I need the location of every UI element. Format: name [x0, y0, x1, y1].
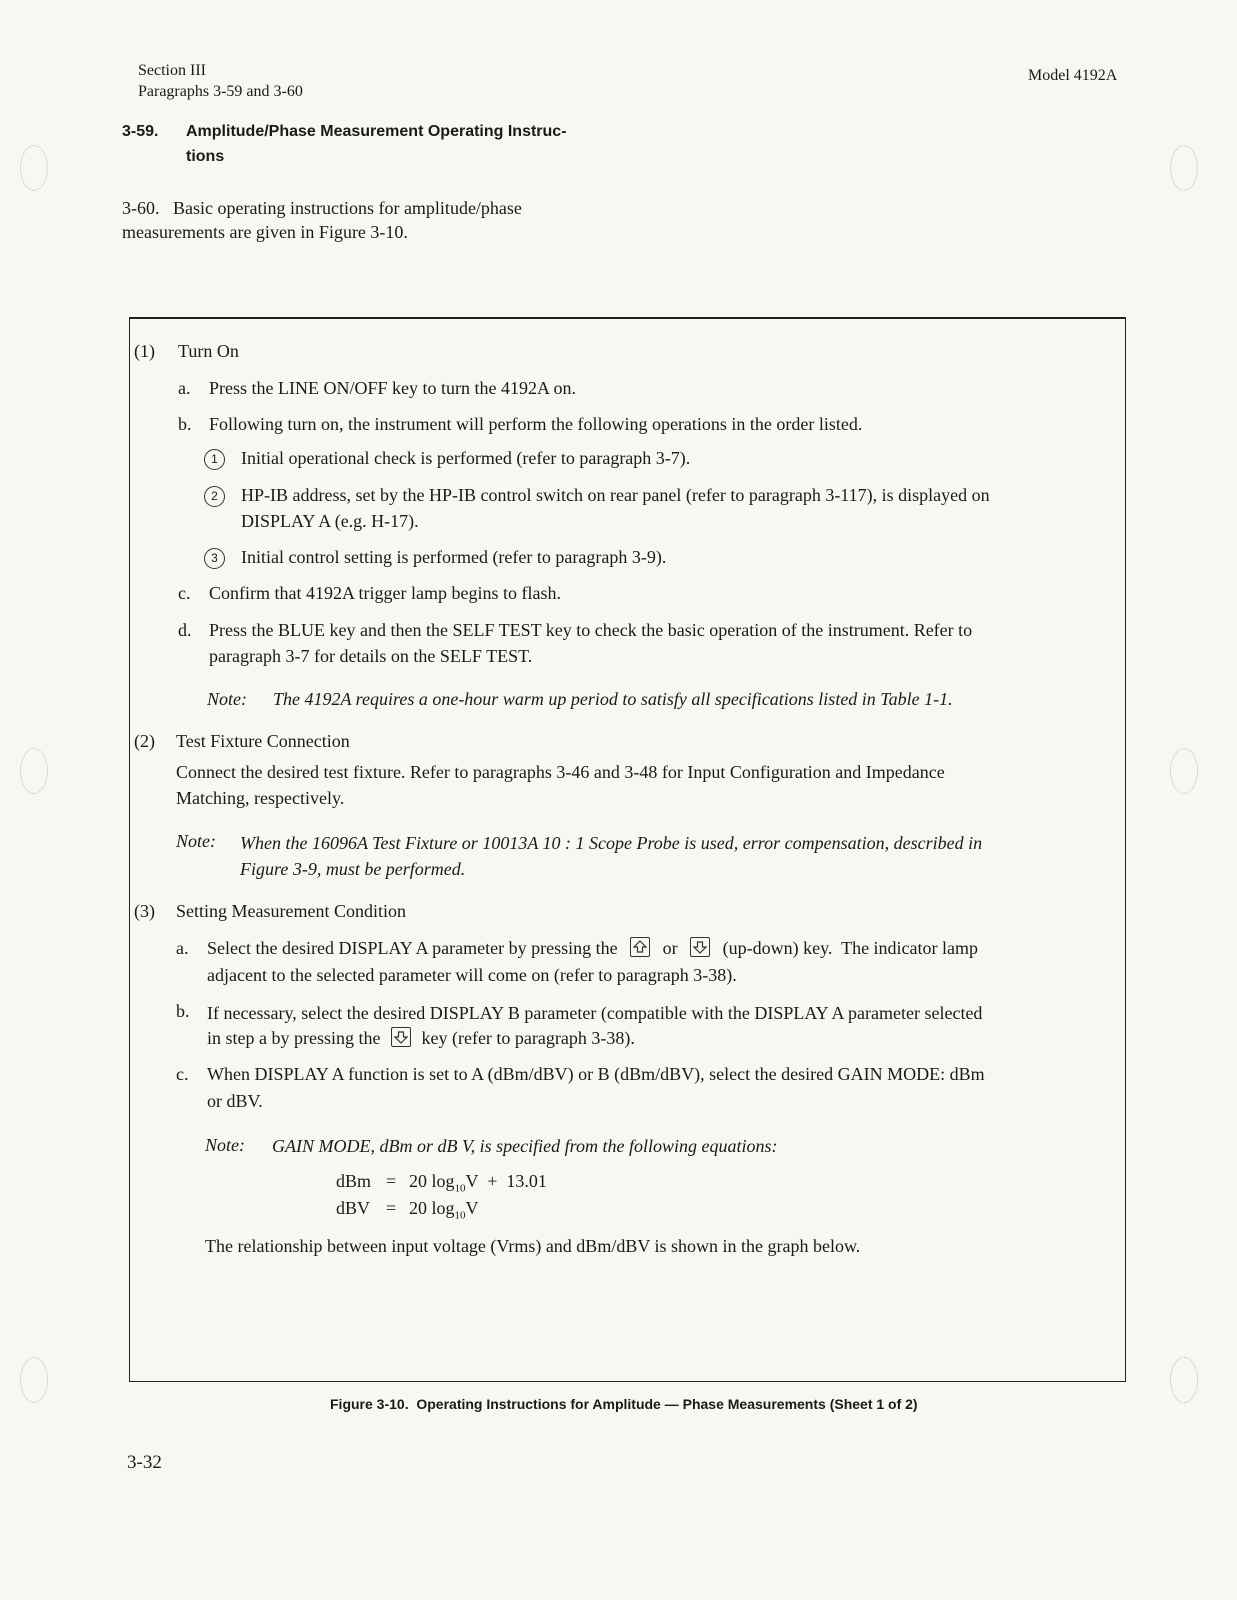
equation-dbv-rhs	[409, 1195, 479, 1229]
intro-line1: 3-60. Basic operating instructions for amplitude/phase	[122, 198, 522, 218]
step3-b-line2	[207, 1025, 635, 1051]
header-paragraphs: Paragraphs 3-59 and 3-60	[138, 83, 303, 100]
figure-caption: Figure 3-10. Operating Instructions for Amplitude — Phase Measurements (Sheet 1 of 2)	[330, 1396, 918, 1412]
step1-note-label: Note:	[207, 689, 247, 709]
step3-note-label: Note:	[205, 1135, 245, 1155]
step2-note-line1: When the 16096A Test Fixture or 10013A 10 : 1 Scope Probe is used, error compensation, described in	[240, 833, 983, 853]
header-model: Model 4192A	[1028, 67, 1118, 84]
step1-c-label: c.	[178, 583, 191, 603]
step2-title: Test Fixture Connection	[176, 731, 350, 751]
equation-dbm-log: 20 log	[409, 1171, 455, 1191]
step3-a-or: or	[662, 938, 678, 958]
step1-a-label: a.	[178, 378, 191, 398]
step3-c-line1: When DISPLAY A function is set to A (dBm/dBV) or B (dBm/dBV), select the desired GAIN MODE: dBm	[207, 1064, 985, 1084]
step1-sub1-row	[204, 445, 225, 471]
intro-line2: measurements are given in Figure 3-10.	[122, 222, 408, 242]
page-number: 3-32	[127, 1452, 162, 1473]
equation-dbm-log-base: 10	[454, 1182, 466, 1195]
step1-number: (1)	[134, 341, 155, 361]
step3-b-part2: key (refer to paragraph 3-38).	[421, 1028, 635, 1048]
circled-number-icon: 1	[204, 449, 225, 470]
step1-note-text: The 4192A requires a one-hour warm up period to satisfy all specifications listed in Table 1-1.	[273, 689, 953, 709]
equation-dbv-equals: =	[386, 1198, 397, 1218]
step3-b-label: b.	[176, 1001, 190, 1021]
step1-sub2-row	[204, 482, 225, 508]
step1-d-line2: paragraph 3-7 for details on the SELF TEST.	[209, 646, 533, 666]
step3-a-line1	[207, 935, 978, 961]
heading-title-line2: tions	[186, 148, 225, 165]
step3-c-line2: or dBV.	[207, 1091, 263, 1111]
step3-relationship-text: The relationship between input voltage (Vrms) and dBm/dBV is shown in the graph below.	[205, 1236, 861, 1256]
step1-c-text: Confirm that 4192A trigger lamp begins to flash.	[209, 583, 561, 603]
step3-a-part2: (up-down) key. The indicator lamp	[722, 938, 979, 958]
heading-number: 3-59.	[122, 123, 159, 140]
step1-title: Turn On	[178, 341, 239, 361]
step3-number: (3)	[134, 901, 155, 921]
step1-sub3-text: Initial control setting is performed (refer to paragraph 3-9).	[241, 547, 667, 567]
step2-note-line2: Figure 3-9, must be performed.	[240, 859, 466, 879]
punch-hole-mark	[20, 1357, 48, 1403]
step3-a-label: a.	[176, 938, 189, 958]
step1-sub2-line1: HP-IB address, set by the HP-IB control switch on rear panel (refer to paragraph 3-117), is displayed on	[241, 485, 990, 505]
step1-b-text: Following turn on, the instrument will perform the following operations in the order listed.	[209, 414, 863, 434]
equation-dbm-tail: V + 13.01	[465, 1171, 547, 1191]
heading-title-line1: Amplitude/Phase Measurement Operating Instruc-	[186, 123, 567, 140]
up-arrow-key-icon	[630, 937, 650, 957]
circled-number-icon: 2	[204, 486, 225, 507]
step1-a-text: Press the LINE ON/OFF key to turn the 4192A on.	[209, 378, 576, 398]
step2-note-label: Note:	[176, 831, 216, 851]
punch-hole-mark	[1170, 145, 1198, 191]
step3-a-part1: Select the desired DISPLAY A parameter by pressing the	[207, 938, 618, 958]
step3-b-part1: in step a by pressing the	[207, 1028, 381, 1048]
step2-line1: Connect the desired test fixture. Refer to paragraphs 3-46 and 3-48 for Input Configuration and Impedance	[176, 762, 945, 782]
down-arrow-key-icon	[391, 1027, 411, 1047]
step1-sub2-line2: DISPLAY A (e.g. H-17).	[241, 511, 419, 531]
equation-dbv-log: 20 log	[409, 1198, 455, 1218]
equation-dbv-log-base: 10	[454, 1209, 466, 1222]
step2-number: (2)	[134, 731, 155, 751]
equation-dbv-lhs: dBV	[336, 1198, 371, 1218]
equation-dbv-tail: V	[465, 1198, 479, 1218]
step2-line2: Matching, respectively.	[176, 788, 345, 808]
punch-hole-mark	[20, 145, 48, 191]
step1-sub3-row	[204, 544, 225, 570]
header-section: Section III	[138, 62, 206, 79]
step1-sub1-text: Initial operational check is performed (refer to paragraph 3-7).	[241, 448, 691, 468]
step3-c-label: c.	[176, 1064, 189, 1084]
circled-number-icon: 3	[204, 548, 225, 569]
punch-hole-mark	[1170, 1357, 1198, 1403]
punch-hole-mark	[20, 748, 48, 794]
equation-dbm-lhs: dBm	[336, 1171, 372, 1191]
step3-b-line1: If necessary, select the desired DISPLAY B parameter (compatible with the DISPLAY A parameter selected	[207, 1003, 983, 1023]
step3-title: Setting Measurement Condition	[176, 901, 406, 921]
step1-b-label: b.	[178, 414, 192, 434]
punch-hole-mark	[1170, 748, 1198, 794]
step1-d-label: d.	[178, 620, 192, 640]
step3-a-line2: adjacent to the selected parameter will come on (refer to paragraph 3-38).	[207, 965, 737, 985]
step1-d-line1: Press the BLUE key and then the SELF TEST key to check the basic operation of the instrument. Refer to	[209, 620, 973, 640]
step3-note-text: GAIN MODE, dBm or dB V, is specified from the following equations:	[272, 1136, 778, 1156]
down-arrow-key-icon	[690, 937, 710, 957]
equation-dbm-equals: =	[386, 1171, 397, 1191]
